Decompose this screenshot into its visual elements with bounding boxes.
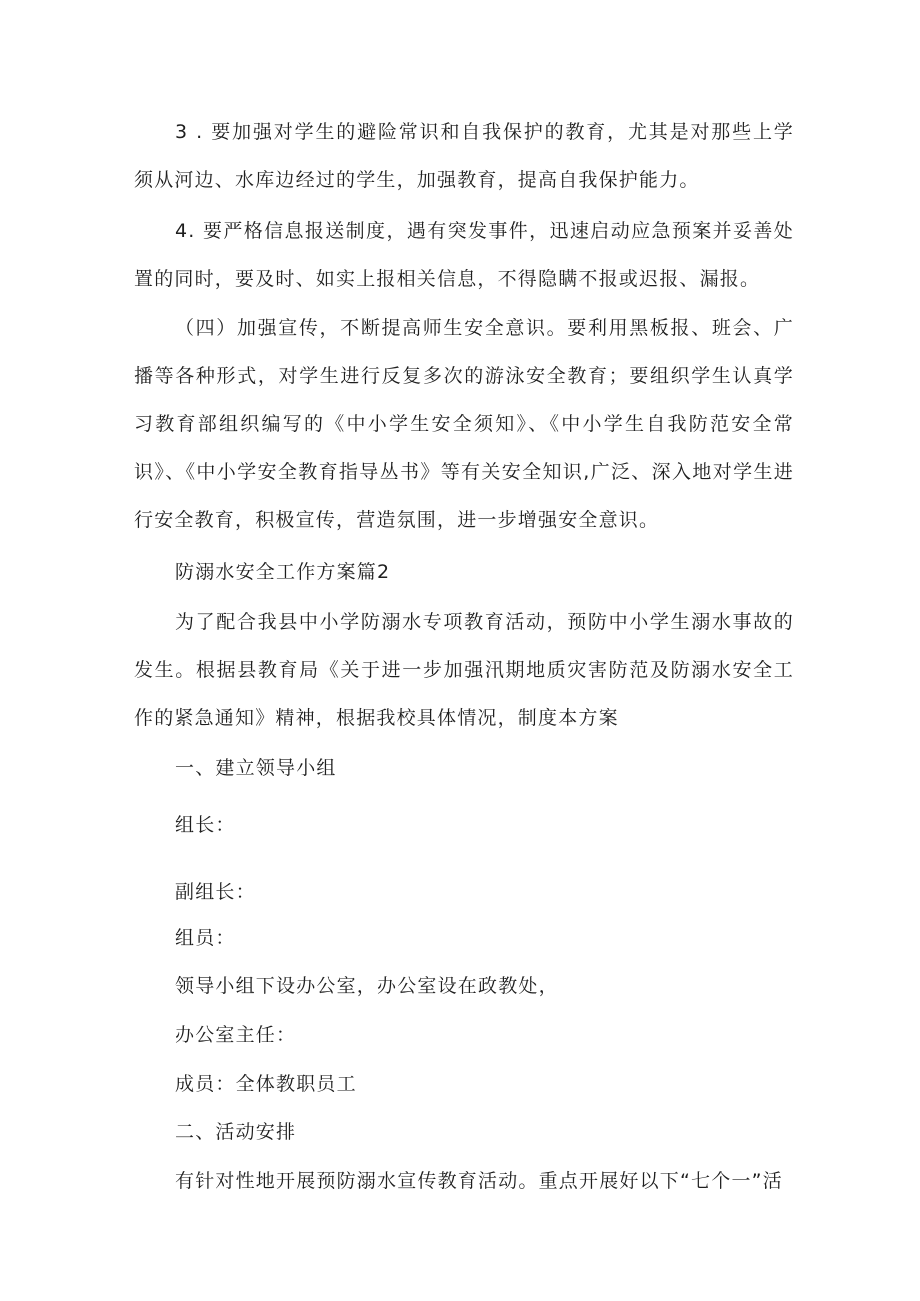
section-heading-plan-2: 防溺水安全工作方案篇2 bbox=[175, 561, 391, 583]
line-members-all-staff: 成员：全体教职员工 bbox=[175, 1073, 357, 1095]
paragraph-item-4: 4. 要严格信息报送制度，遇有突发事件，迅速启动应急预案并妥善处置的同时，要及时、如实上报相关信息，不得隐瞒不报或迟报、漏报。 bbox=[134, 220, 794, 290]
line-members: 组员： bbox=[175, 927, 236, 949]
line-deputy-leader: 副组长： bbox=[175, 881, 256, 903]
paragraph-item-3: 3 . 要加强对学生的避险常识和自我保护的教育，尤其是对那些上学须从河边、水库边经过的学生，加强教育，提高自我保护能力。 bbox=[134, 121, 794, 191]
heading-activity-arrangement: 二、活动安排 bbox=[175, 1121, 297, 1143]
paragraph-intro: 为了配合我县中小学防溺水专项教育活动，预防中小学生溺水事故的发生。根据县教育局《关于进一步加强汛期地质灾害防范及防溺水安全工作的紧急通知》精神，根据我校具体情况，制度本方案 bbox=[134, 611, 794, 729]
line-office-setup: 领导小组下设办公室，办公室设在政教处， bbox=[175, 975, 559, 997]
paragraph-activity-intro: 有针对性地开展预防溺水宣传教育活动。重点开展好以下“七个一”活 bbox=[175, 1170, 783, 1192]
line-office-director: 办公室主任： bbox=[175, 1024, 297, 1046]
line-group-leader: 组长： bbox=[175, 814, 236, 836]
paragraph-section-four: （四）加强宣传，不断提高师生安全意识。要利用黑板报、班会、广播等各种形式，对学生进行反复多次的游泳安全教育；要组织学生认真学习教育部组织编写的《中小学生安全须知》、《中小学生自我防范安全常识》、《中小学安全教育指导丛书》等有关安全知识,广泛、深入地对学生进行安全教育，积极宣传，营造氛围，进一步增强安全意识。 bbox=[134, 317, 794, 531]
heading-leadership-group: 一、建立领导小组 bbox=[175, 757, 337, 779]
